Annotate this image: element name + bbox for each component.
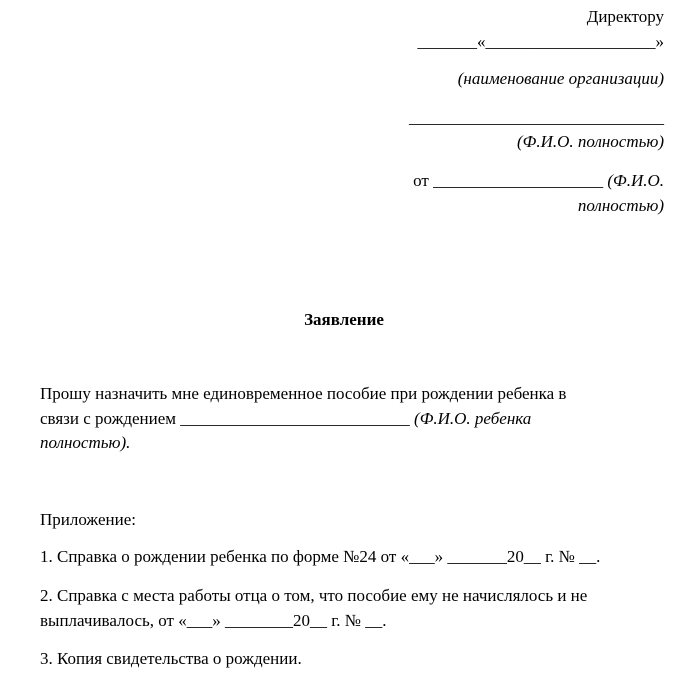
document-title: Заявление [304, 310, 384, 329]
attachment-item-1: 1. Справка о рождении ребенка по форме №24 от «___» _______20__ г. № __. [40, 547, 601, 566]
from-line [413, 170, 664, 192]
attachments-heading: Приложение: [40, 510, 136, 529]
attachment-item-3: 3. Копия свидетельства о рождении. [40, 649, 302, 668]
request-text-line-2 [40, 408, 531, 430]
director-name-blank: ______________________________ [409, 108, 664, 127]
request-child-blank: связи с рождением ___________________________ [40, 409, 410, 428]
child-name-caption-continued: полностью). [40, 433, 131, 452]
child-name-caption: (Ф.И.О. ребенка [414, 409, 532, 428]
organization-blank: _______«____________________» [417, 32, 664, 51]
attachment-item-2-line-2: выплачивалось, от «___» ________20__ г. № __. [40, 611, 387, 630]
from-caption-continued: полностью) [577, 196, 664, 215]
from-prefix: от [413, 171, 429, 190]
organization-caption: (наименование организации) [457, 69, 664, 88]
request-text-line-1: Прошу назначить мне единовременное пособие при рождении ребенка в [40, 384, 567, 403]
addressee-director: Директору [586, 7, 664, 26]
from-blank: ____________________ [433, 171, 604, 190]
director-name-caption: (Ф.И.О. полностью) [516, 132, 664, 151]
from-caption: (Ф.И.О. [607, 171, 664, 190]
attachment-item-2-line-1: 2. Справка с места работы отца о том, что пособие ему не начислялось и не [40, 586, 588, 605]
